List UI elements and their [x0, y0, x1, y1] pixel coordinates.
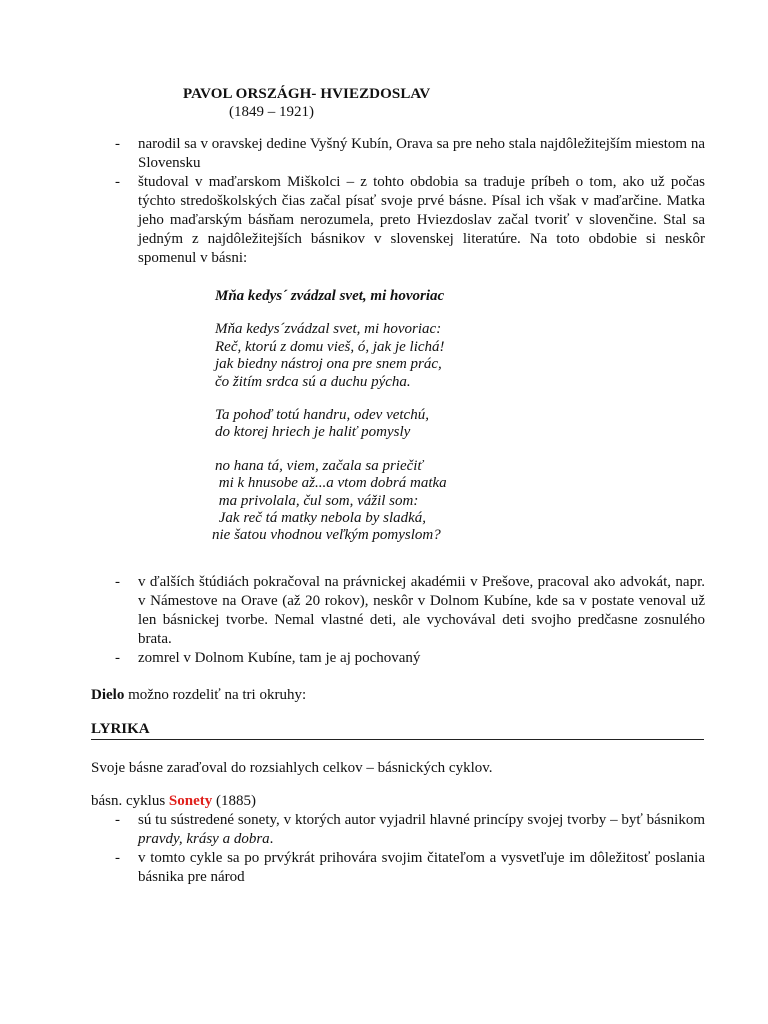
list-dash: - — [115, 574, 120, 590]
section-heading-lyrika: LYRIKA — [91, 721, 150, 737]
cycle-prefix: básn. cyklus — [91, 793, 169, 809]
list-dash: - — [115, 850, 120, 866]
poem-title: Mňa kedys´ zvádzal svet, mi hovoriac — [215, 288, 445, 304]
list-item — [115, 649, 705, 668]
list-dash: - — [115, 136, 120, 152]
list-item-text: v ďalších štúdiách pokračoval na právnickej akadémii v Prešove, pracoval ako advokát, napr. v Námestove na Orave (až 20 rokov), neskôr v Dolnom Kubíne, kde sa v postate venoval už len básnickej tvorbe. Nemal vlastné deti, ale vychovával deti svojho predčasne zosnulého brata. — [138, 574, 705, 647]
cycle-line — [91, 792, 256, 811]
poem-stanza — [215, 407, 447, 442]
list-item-italic: pravdy, krásy a dobra — [138, 831, 270, 847]
poem-stanza — [215, 321, 447, 391]
works-label: Dielo — [91, 687, 125, 703]
poem-line: nie šatou vhodnou veľkým pomyslom? — [212, 527, 441, 544]
list-item-text: sú tu sústredené sonety, v ktorých autor vyjadril hlavné princípy svojej tvorby – byť básnikom — [138, 812, 705, 828]
list-dash: - — [115, 174, 120, 190]
biography-list-continued — [115, 573, 705, 668]
cycle-year: (1885) — [212, 793, 257, 809]
poem-line: Ta pohoď totú handru, odev vetchú, — [215, 407, 429, 424]
poem-line: Reč, ktorú z domu vieš, ó, jak je lichá! — [215, 338, 445, 355]
list-item-text: študoval v maďarskom Miškolci – z tohto obdobia sa traduje príbeh o tom, ako už počas týchto stredoškolských čias začal písať svoje prvé básne. Písal ich však v maďarčine. Matka jeho maďarským básňam nerozumela, preto Hviezdoslav začal tvoriť v slovenčine. Stal sa jedným z najdôležitejších básnikov v slovenskej literatúre. Na toto obdobie si neskôr spomenul v básni: — [138, 174, 705, 266]
cycle-name: Sonety — [168, 793, 213, 809]
poem — [212, 288, 447, 545]
list-item-text: zomrel v Dolnom Kubíne, tam je aj pochovaný — [138, 650, 421, 666]
works-intro — [91, 686, 306, 705]
list-item — [115, 173, 705, 268]
list-dash: - — [115, 812, 120, 828]
document-title: PAVOL ORSZÁGH- HVIEZDOSLAV — [183, 86, 431, 102]
poem-line: no hana tá, viem, začala sa priečiť — [215, 457, 423, 474]
poem-line: čo žitím srdca sú a duchu pýcha. — [215, 373, 411, 390]
section-divider — [91, 739, 704, 740]
poem-line: jak biedny nástroj ona pre snem prác, — [215, 356, 442, 373]
author-years: (1849 – 1921) — [229, 104, 314, 120]
poem-line: do ktorej hriech je haliť pomysly — [215, 424, 411, 441]
poem-line: Mňa kedys´zvádzal svet, mi hovoriac: — [215, 321, 442, 338]
list-item-text: v tomto cykle sa po prvýkrát prihovára svojim čitateľom a vysvetľuje im dôležitosť poslania básnika pre národ — [138, 850, 705, 885]
list-item — [115, 135, 705, 173]
poem-line: Jak reč tá matky nebola by sladká, — [215, 510, 427, 527]
poem-stanza — [212, 457, 447, 545]
poem-line: ma privolala, čul som, vážil som: — [215, 492, 419, 509]
list-item-text: narodil sa v oravskej dedine Vyšný Kubín, Orava sa pre neho stala najdôležitejším miestom na Slovensku — [138, 136, 705, 171]
section-intro: Svoje básne zaraďoval do rozsiahlych celkov – básnických cyklov. — [91, 760, 493, 776]
list-item — [115, 573, 705, 649]
list-dash: - — [115, 650, 120, 666]
list-item — [115, 849, 705, 887]
works-intro-text: možno rozdeliť na tri okruhy: — [124, 687, 307, 703]
list-item — [115, 811, 705, 849]
cycle-list — [115, 811, 705, 887]
list-item-end: . — [269, 831, 274, 847]
biography-list — [115, 135, 705, 268]
poem-line: mi k hnusobe až...a vtom dobrá matka — [215, 475, 447, 492]
